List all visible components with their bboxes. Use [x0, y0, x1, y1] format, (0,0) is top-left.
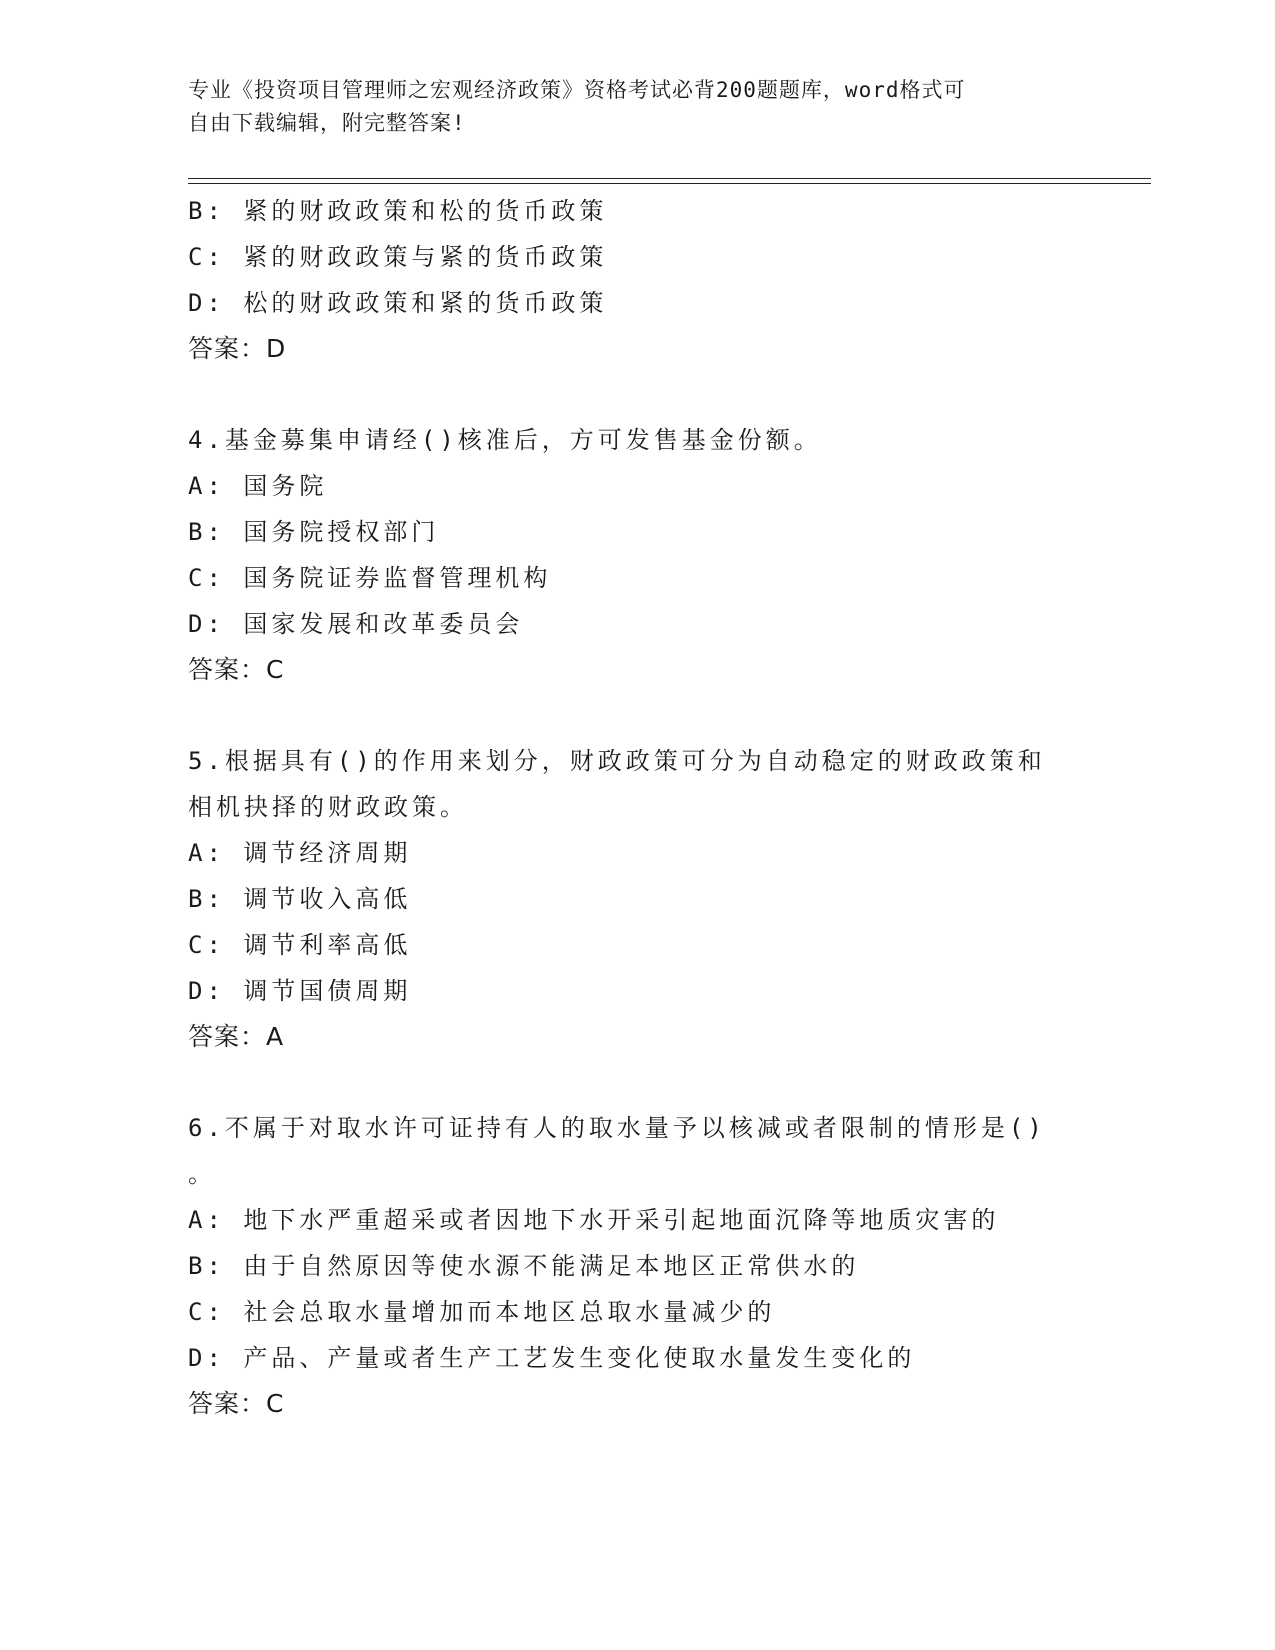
- question-text-line-1: 6.不属于对取水许可证持有人的取水量予以核减或者限制的情形是(): [188, 1114, 1046, 1142]
- option-a: A: 地下水严重超采或者因地下水开采引起地面沉降等地质灾害的: [188, 1206, 1000, 1234]
- answer: 答案：D: [188, 334, 287, 363]
- question-text-line-1: 5.根据具有()的作用来划分，财政政策可分为自动稳定的财政政策和: [188, 747, 1046, 775]
- option-b: B: 国务院授权部门: [188, 518, 440, 546]
- header-rule-top: [188, 178, 1151, 179]
- question-content: [188, 188, 1088, 1427]
- option-d: D: 产品、产量或者生产工艺发生变化使取水量发生变化的: [188, 1344, 916, 1372]
- question-text-line-2: 。: [188, 1160, 216, 1188]
- option-c: C: 紧的财政政策与紧的货币政策: [188, 243, 608, 271]
- question-text-line-2: 相机抉择的财政政策。: [188, 793, 468, 821]
- question-6: [188, 1105, 1088, 1427]
- option-a: A: 国务院: [188, 472, 328, 500]
- header-rule-bottom: [188, 183, 1151, 184]
- answer: 答案：C: [188, 1389, 285, 1418]
- header-line-2: 自由下载编辑，附完整答案!: [188, 111, 466, 135]
- question-5: [188, 738, 1088, 1060]
- option-c: C: 社会总取水量增加而本地区总取水量减少的: [188, 1298, 776, 1326]
- option-d: D: 国家发展和改革委员会: [188, 610, 524, 638]
- option-d: D: 松的财政政策和紧的货币政策: [188, 289, 608, 317]
- header-line-1: 专业《投资项目管理师之宏观经济政策》资格考试必背200题题库，word格式可: [188, 78, 966, 102]
- question-4: [188, 417, 1088, 693]
- answer: 答案：C: [188, 655, 285, 684]
- option-a: A: 调节经济周期: [188, 839, 412, 867]
- question-3-continuation: [188, 188, 1088, 372]
- question-text: 4.基金募集申请经()核准后，方可发售基金份额。: [188, 426, 822, 454]
- page-header: [188, 74, 1068, 140]
- option-c: C: 调节利率高低: [188, 931, 412, 959]
- option-d: D: 调节国债周期: [188, 977, 412, 1005]
- option-b: B: 调节收入高低: [188, 885, 412, 913]
- option-b: B: 紧的财政政策和松的货币政策: [188, 197, 608, 225]
- option-b: B: 由于自然原因等使水源不能满足本地区正常供水的: [188, 1252, 860, 1280]
- answer: 答案：A: [188, 1022, 285, 1051]
- option-c: C: 国务院证券监督管理机构: [188, 564, 552, 592]
